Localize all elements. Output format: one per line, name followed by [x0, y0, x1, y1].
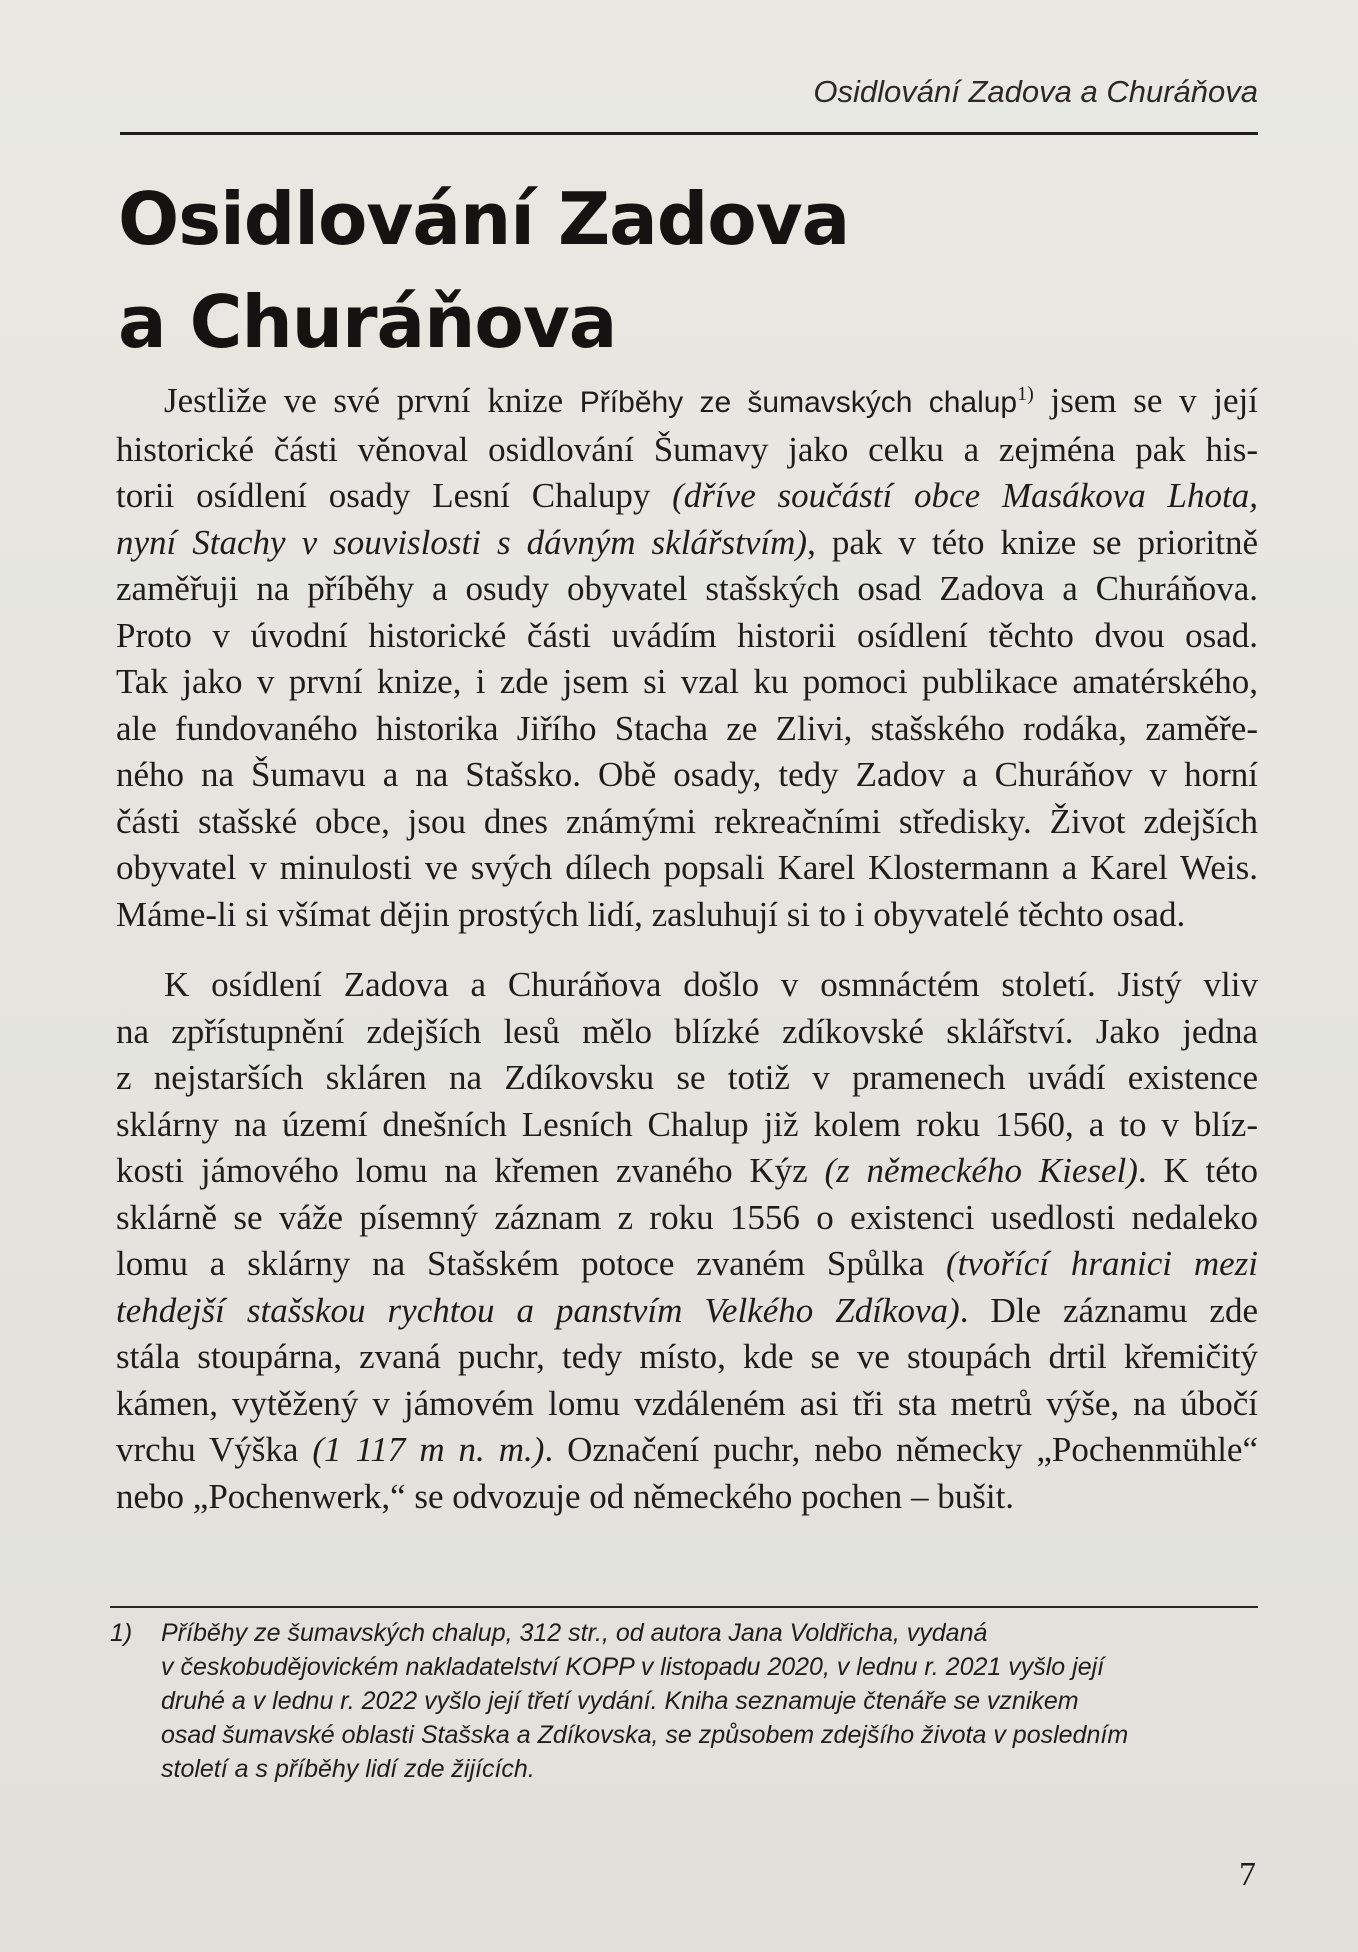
text-line: [116, 520, 1258, 567]
text-line: na zpřístupnění zdejších lesů mělo blízké zdíkovské sklářství. Jako jedna: [116, 1011, 1258, 1051]
footnote-marker: 1): [110, 1619, 133, 1647]
page-number: 7: [1239, 1856, 1256, 1893]
footnote-rule: [110, 1606, 1258, 1608]
text-run: lomu a sklárny na Stašském potoce zvaném Spůlka: [116, 1244, 946, 1283]
text-line: Proto v úvodní historické části uvádím historii osídlení těchto dvou osad.: [116, 615, 1258, 655]
text-line: nebo „Pochenwerk,“ se odvozuje od německého pochen – bušit.: [116, 1476, 1015, 1516]
text-run: Jestliže ve své první knize: [164, 381, 580, 420]
text-line: části stašské obce, jsou dnes známými rekreačními středisky. Život zdejších: [116, 801, 1258, 841]
header-rule: [120, 132, 1258, 135]
text-run: vrchu Výška: [116, 1430, 313, 1469]
chapter-title-line-2: a Churáňova: [118, 280, 617, 364]
text-line: [116, 1288, 1258, 1335]
text-line: [116, 1427, 1258, 1474]
text-line: zaměřuji na příběhy a osudy obyvatel stašských osad Zadova a Churáňova.: [116, 569, 1258, 608]
italic-text: (tvořící hranici mezi: [946, 1244, 1258, 1283]
footnote-line: v českobudějovickém nakladatelství KOPP v listopadu 2020, v lednu r. 2021 vyšlo její: [161, 1653, 1105, 1681]
text-run: kosti jámového lomu na křemen zvaného Kýz: [116, 1151, 825, 1190]
text-line: historické části věnoval osidlování Šumavy jako celku a zejména pak his-: [116, 429, 1258, 469]
text-run: . Označení puchr, nebo německy „Pochenmühle“: [544, 1430, 1258, 1469]
text-line: z nejstarších skláren na Zdíkovsku se totiž v pramenech uvádí existence: [116, 1058, 1258, 1097]
footnote-line: století a s příběhy lidí zde žijících.: [161, 1755, 535, 1783]
body-text: [116, 378, 1258, 1520]
text-line: sklárně se váže písemný záznam z roku 1556 o existenci usedlosti nedaleko: [116, 1197, 1258, 1237]
italic-text: tehdejší stašskou rychtou a panstvím Velkého Zdíkova): [116, 1290, 960, 1330]
footnote-line: Příběhy ze šumavských chalup, 312 str., od autora Jana Voldřicha, vydaná: [161, 1619, 988, 1647]
text-run: jsem se v její: [1033, 381, 1258, 420]
text-run: torii osídlení osady Lesní Chalupy: [116, 476, 673, 515]
italic-text: (dříve součástí obce Masákova Lhota,: [672, 476, 1258, 515]
text-line: sklárny na území dnešních Lesních Chalup již kolem roku 1560, a to v blíz-: [116, 1104, 1258, 1144]
footnote-text: [161, 1616, 1251, 1786]
footnote-reference[interactable]: 1): [1017, 383, 1034, 405]
text-run: . K této: [1137, 1151, 1258, 1190]
chapter-title-line-1: Osidlování Zadova: [118, 177, 850, 261]
text-line: obyvatel v minulosti ve svých dílech popsali Karel Klostermann a Karel Weis.: [116, 848, 1258, 887]
text-line: Tak jako v první knize, i zde jsem si vzal ku pomoci publikace amatérského,: [116, 662, 1258, 701]
text-line: Máme-li si všímat dějin prostých lidí, zasluhují si to i obyvatelé těchto osad.: [116, 894, 1186, 934]
text-line: ného na Šumavu a na Stašsko. Obě osady, tedy Zadov a Churáňov v horní: [116, 755, 1258, 794]
italic-text: nyní Stachy v souvislosti s dávným sklářstvím): [116, 522, 808, 562]
paragraph-2: [116, 962, 1258, 1520]
book-title: Příběhy ze šumavských chalup: [579, 386, 1018, 419]
paragraph-1: [116, 378, 1258, 938]
text-line: [116, 473, 1258, 520]
text-line: [116, 378, 1258, 427]
footnote-line: druhé a v lednu r. 2022 vyšlo její třetí vydání. Kniha seznamuje čtenáře se vznikem: [161, 1687, 1079, 1715]
italic-text: (z německého Kiesel): [824, 1151, 1138, 1190]
text-line: [116, 1148, 1258, 1195]
chapter-title: [118, 168, 849, 374]
text-line: kámen, vytěžený v jámovém lomu vzdáleném asi tři sta metrů výše, na úbočí: [116, 1383, 1258, 1423]
text-run: , pak v této knize se prioritně: [807, 522, 1258, 562]
text-line: [116, 1241, 1258, 1288]
running-header: Osidlování Zadova a Churáňova: [813, 74, 1258, 109]
text-line: stála stoupárna, zvaná puchr, tedy místo, kde se ve stoupách drtil křemičitý: [116, 1337, 1258, 1376]
text-run: . Dle záznamu zde: [959, 1290, 1258, 1330]
italic-text: (1 117 m n. m.): [312, 1430, 545, 1469]
text-line: K osídlení Zadova a Churáňova došlo v osmnáctém století. Jistý vliv: [164, 965, 1258, 1004]
text-line: ale fundovaného historika Jiřího Stacha ze Zlivi, stašského rodáka, zaměře-: [116, 708, 1258, 748]
footnote-line: osad šumavské oblasti Stašska a Zdíkovska, se způsobem zdejšího života v posledním: [161, 1721, 1129, 1749]
